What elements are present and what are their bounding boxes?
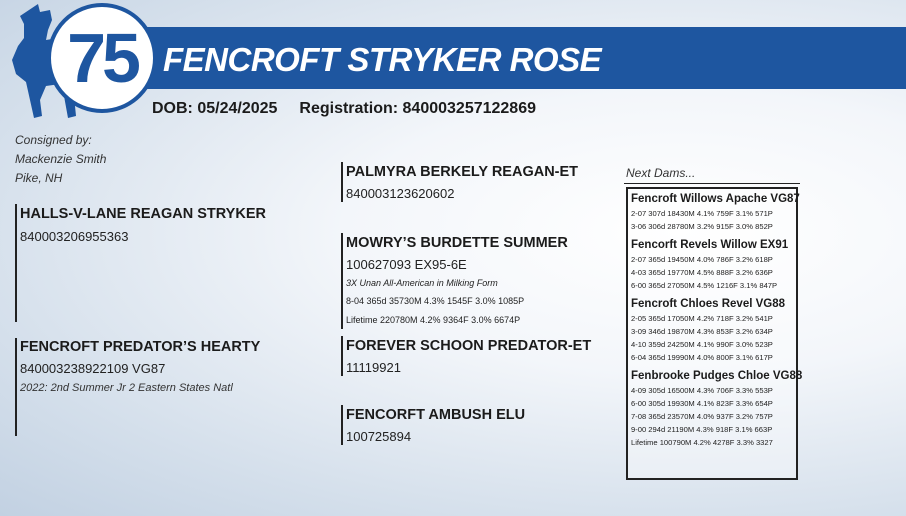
- dam-sire-bracket: [341, 336, 343, 376]
- dam-dam-bracket: [341, 405, 343, 445]
- lactation-record: 3-09 346d 19870M 4.3% 853F 3.2% 634P: [631, 327, 773, 336]
- lactation-record: 6-00 365d 27050M 4.5% 1216F 3.1% 847P: [631, 281, 778, 290]
- lactation-record: 4-09 305d 16500M 4.3% 706F 3.3% 553P: [631, 386, 773, 395]
- sire-dam-registration: 100627093 EX95-6E: [346, 257, 467, 272]
- consignor-name: Mackenzie Smith: [15, 152, 107, 166]
- sire-dam-name: MOWRY’S BURDETTE SUMMER: [346, 235, 568, 251]
- lactation-record: 6-00 305d 19930M 4.1% 823F 3.3% 654P: [631, 399, 773, 408]
- lactation-record: 2-07 307d 18430M 4.1% 759F 3.1% 571P: [631, 209, 773, 218]
- dam-name: FENCROFT PREDATOR’S HEARTY: [20, 339, 261, 355]
- dob: DOB: 05/24/2025: [152, 100, 278, 117]
- consignor-location: Pike, NH: [15, 171, 63, 185]
- dob-registration-line: [152, 100, 558, 118]
- sire-registration: 840003206955363: [20, 229, 129, 244]
- consigned-label: Consigned by:: [15, 133, 92, 147]
- next-dam: [631, 191, 800, 233]
- dam-show-note: 2022: 2nd Summer Jr 2 Eastern States Natl: [20, 382, 233, 394]
- next-dam-name: Fencroft Willows Apache VG87: [631, 193, 800, 205]
- sire-dam-lifetime: Lifetime 220780M 4.2% 9364F 3.0% 6674P: [346, 315, 521, 325]
- sire-name: HALLS-V-LANE REAGAN STRYKER: [20, 206, 266, 222]
- sire-sire-name: PALMYRA BERKELY REAGAN-ET: [346, 164, 579, 180]
- lactation-record: 4-10 359d 24250M 4.1% 990F 3.0% 523P: [631, 340, 773, 349]
- lactation-record: 9-00 294d 21190M 4.3% 918F 3.1% 663P: [631, 425, 773, 434]
- lactation-record: 3-06 306d 28780M 3.2% 915F 3.0% 852P: [631, 222, 773, 231]
- dam-dam-name: FENCORFT AMBUSH ELU: [346, 407, 526, 423]
- next-dam: [631, 368, 803, 449]
- sire-dam-bracket: [341, 233, 343, 329]
- animal-name: FENCROFT STRYKER ROSE: [163, 41, 602, 78]
- lot-number: 75: [67, 19, 137, 97]
- next-dam-name: Fencorft Revels Willow EX91: [631, 239, 789, 251]
- sire-bracket: [15, 204, 17, 322]
- dam-registration: 840003238922109 VG87: [20, 361, 166, 376]
- next-dams-divider: [624, 183, 800, 184]
- sire-dam-record: 8-04 365d 35730M 4.3% 1545F 3.0% 1085P: [346, 296, 525, 306]
- lactation-record: 2-05 365d 17050M 4.2% 718F 3.2% 541P: [631, 314, 773, 323]
- next-dams-box: [626, 187, 803, 480]
- next-dam: [631, 237, 793, 292]
- next-dam-name: Fencroft Chloes Revel VG88: [631, 298, 786, 310]
- next-dam-name: Fenbrooke Pudges Chloe VG88: [631, 370, 803, 382]
- lifetime-record: Lifetime 100790M 4.2% 4278F 3.3% 3327: [631, 438, 773, 447]
- dam-bracket: [15, 338, 17, 436]
- dam-sire-name: FOREVER SCHOON PREDATOR-ET: [346, 338, 592, 354]
- next-dam: [631, 296, 793, 364]
- lactation-record: 6-04 365d 19990M 4.0% 800F 3.1% 617P: [631, 353, 773, 362]
- sire-sire-bracket: [341, 162, 343, 202]
- sire-sire-registration: 840003123620602: [346, 186, 455, 201]
- consignor-block: [15, 131, 106, 188]
- lactation-record: 2-07 365d 19450M 4.0% 786F 3.2% 618P: [631, 255, 773, 264]
- registration-number: Registration: 840003257122869: [299, 100, 536, 117]
- lactation-record: 7-08 365d 23570M 4.0% 937F 3.2% 757P: [631, 412, 773, 421]
- sire-dam-honor: 3X Unan All-American in Milking Form: [346, 278, 498, 288]
- lactation-record: 4-03 365d 19770M 4.5% 888F 3.2% 636P: [631, 268, 773, 277]
- next-dams-label: Next Dams...: [626, 166, 696, 180]
- dam-dam-registration: 100725894: [346, 429, 412, 444]
- dam-sire-registration: 11119921: [346, 360, 401, 375]
